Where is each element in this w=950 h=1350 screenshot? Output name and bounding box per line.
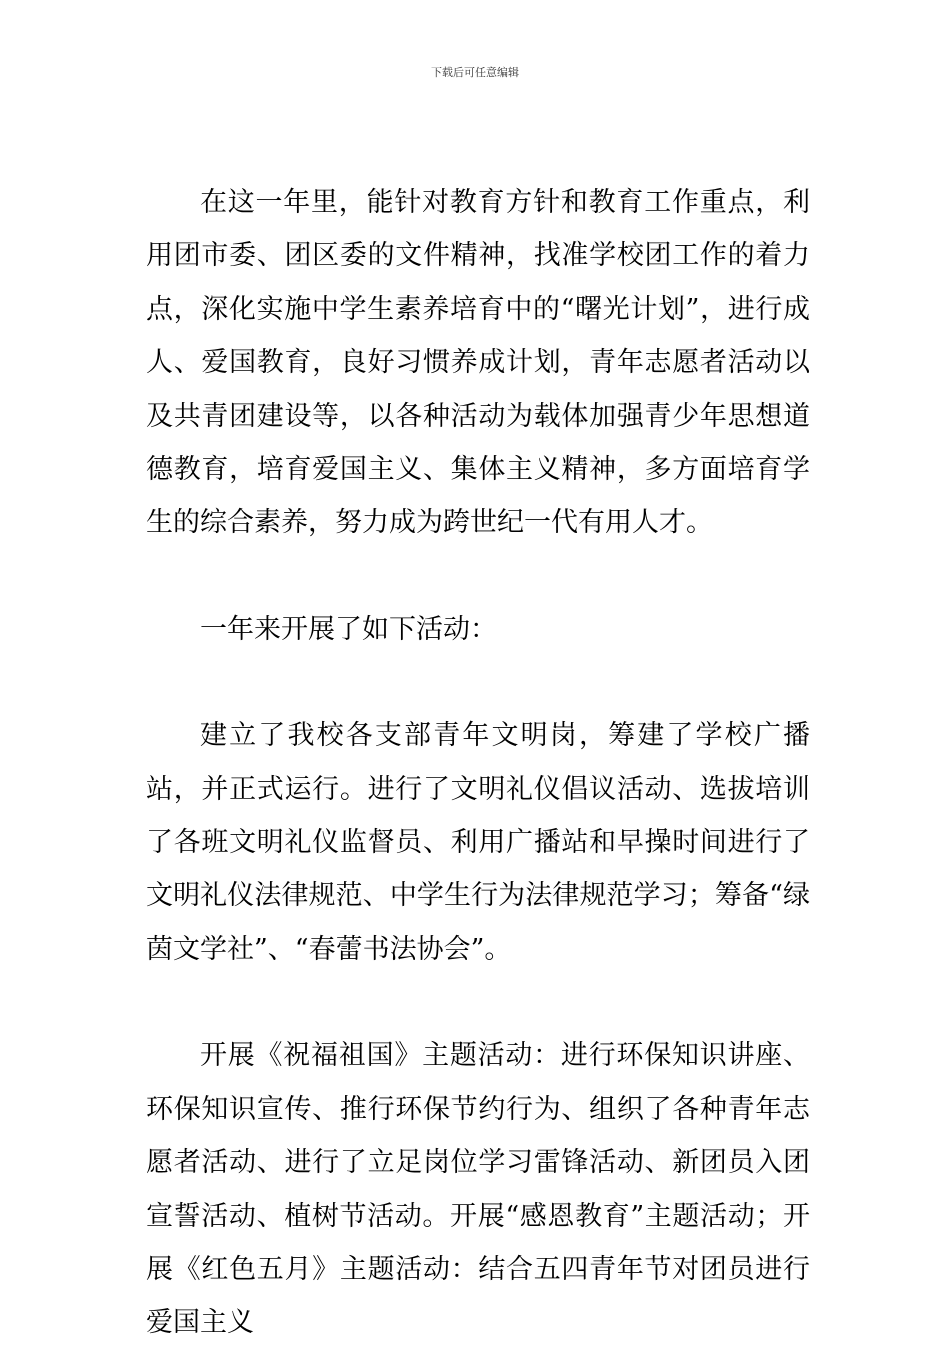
page-header: 下载后可任意编辑 xyxy=(431,66,519,79)
document-body xyxy=(146,176,810,1350)
paragraph-activities-intro: 一年来开展了如下活动： xyxy=(200,613,497,645)
paragraph-theme-activities: 开展《祝福祖国》主题活动：进行环保知识讲座、环保知识宣传、推行环保节约行为、组织了各种青年志愿者活动、进行了立足岗位学习雷锋活动、新团员入团宣誓活动、植树节活动。开展“感恩教育”主题活动；开展《红色五月》主题活动：结合五四青年节对团员进行爱国主义 xyxy=(146,1040,810,1339)
paragraph-civility-posts: 建立了我校各支部青年文明岗，筹建了学校广播站，并正式运行。进行了文明礼仪倡议活动、选拔培训了各班文明礼仪监督员、利用广播站和早操时间进行了文明礼仪法律规范、中学生行为法律规范学习；筹备“绿茵文学社”、“春蕾书法协会”。 xyxy=(146,720,810,965)
paragraph-summary: 在这一年里，能针对教育方针和教育工作重点，利用团市委、团区委的文件精神，找准学校团工作的着力点，深化实施中学生素养培育中的“曙光计划”，进行成人、爱国教育，良好习惯养成计划，青年志愿者活动以及共青团建设等，以各种活动为载体加强青少年思想道德教育，培育爱国主义、集体主义精神，多方面培育学生的综合素养，努力成为跨世纪一代有用人才。 xyxy=(146,187,810,539)
